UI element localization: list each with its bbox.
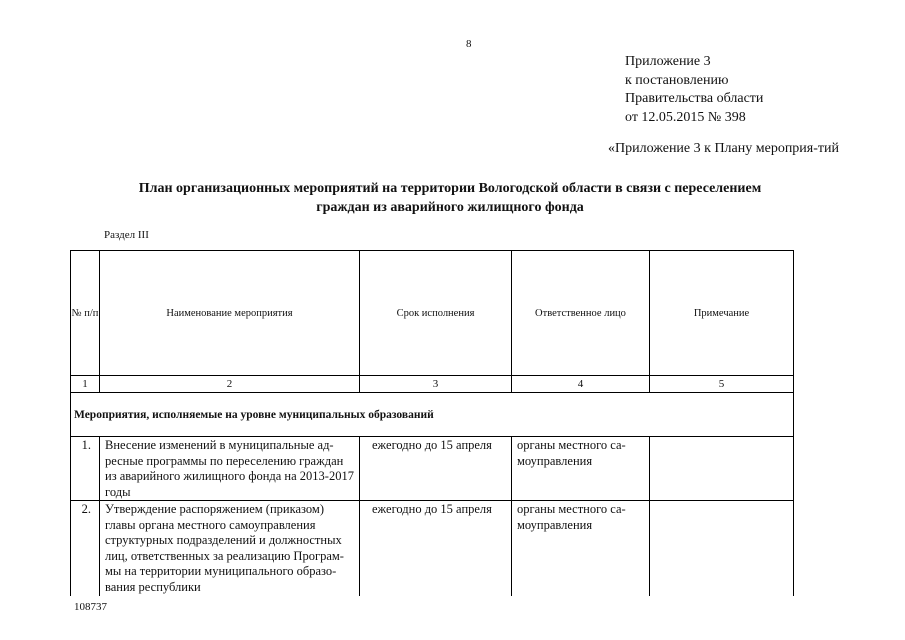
- row-number: 2.: [71, 501, 100, 597]
- header-note: Примечание: [650, 251, 794, 376]
- activities-table: [70, 250, 793, 596]
- row-note: [650, 437, 794, 501]
- header-activity-name: Наименование мероприятия: [100, 251, 360, 376]
- row-number: 1.: [71, 437, 100, 501]
- appendix-line: к постановлению: [625, 72, 729, 88]
- document-code: 108737: [74, 601, 107, 613]
- row-activity-name: Внесение изменений в муниципальные ад-ресные программы по переселению граждан из аварийного жилищного фонда на 2013-2017 годы: [100, 437, 360, 501]
- table-header-row: [71, 251, 794, 376]
- table-row: [71, 437, 794, 501]
- title-line-1: План организационных мероприятий на территории Вологодской области в связи с переселением: [138, 181, 762, 196]
- header-deadline: Срок исполнения: [360, 251, 512, 376]
- column-number: 3: [360, 376, 512, 393]
- appendix-header: [625, 53, 763, 127]
- appendix-line: Правительства области: [625, 91, 764, 106]
- appendix-line: от 12.05.2015 № 398: [625, 109, 746, 125]
- column-number: 2: [100, 376, 360, 393]
- page-number: 8: [466, 38, 472, 50]
- document-title: [60, 179, 840, 217]
- column-number-row: [71, 376, 794, 393]
- header-number: № п/п: [71, 251, 100, 376]
- row-deadline: ежегодно до 15 апреля: [360, 501, 512, 597]
- row-responsible: органы местного са-моуправления: [512, 437, 650, 501]
- appendix-line: Приложение 3: [625, 54, 711, 69]
- row-activity-name: Утверждение распоряжением (приказом) главы органа местного самоуправления структурных подразделений и должностных лиц, ответственных за реализацию Програм-мы на территории муниципального образо-вания республики: [100, 501, 360, 597]
- column-number: 4: [512, 376, 650, 393]
- row-responsible: органы местного са-моуправления: [512, 501, 650, 597]
- row-note: [650, 501, 794, 597]
- row-deadline: ежегодно до 15 апреля: [360, 437, 512, 501]
- section-label: Раздел III: [104, 229, 149, 241]
- title-line-2: граждан из аварийного жилищного фонда: [316, 200, 584, 215]
- group-title-row: [71, 393, 794, 437]
- header-responsible: Ответственное лицо: [512, 251, 650, 376]
- column-number: 1: [71, 376, 100, 393]
- table-row: [71, 501, 794, 597]
- group-title: Мероприятия, исполняемые на уровне муниципальных образований: [71, 393, 794, 437]
- column-number: 5: [650, 376, 794, 393]
- appendix-reference: «Приложение 3 к Плану мероприя-тий: [608, 141, 840, 156]
